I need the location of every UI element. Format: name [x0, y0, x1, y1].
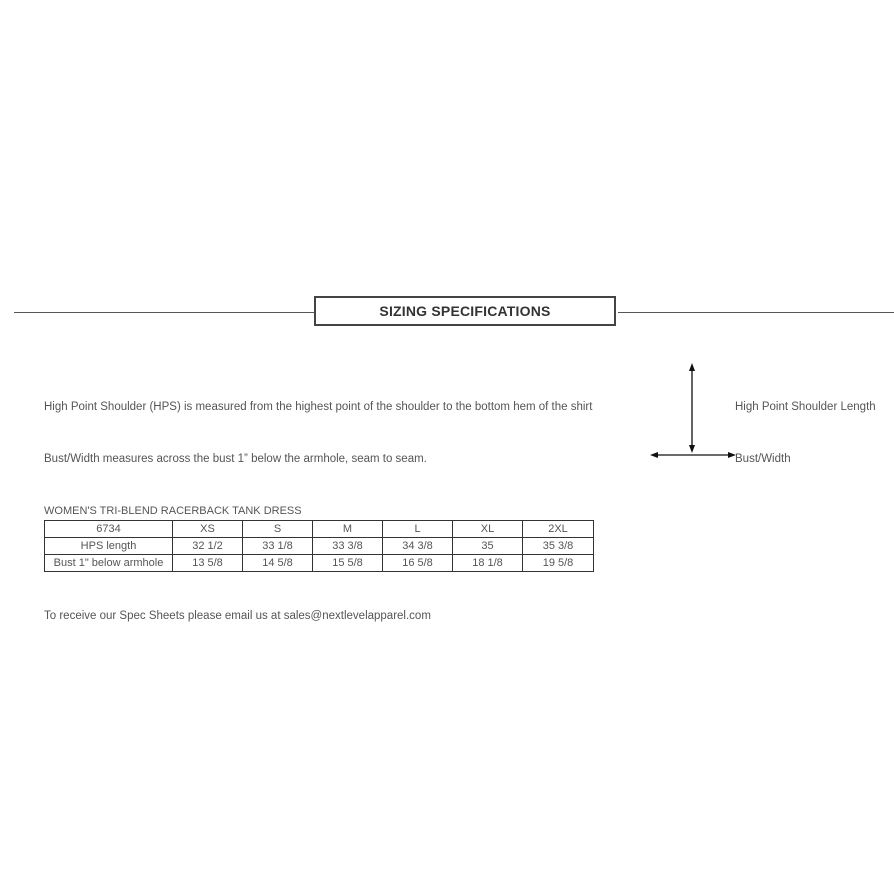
table-cell: 18 1/8	[453, 555, 523, 572]
size-header-xs: XS	[173, 521, 243, 538]
size-header-s: S	[243, 521, 313, 538]
table-header-row	[45, 521, 594, 538]
table-cell: 35 3/8	[523, 538, 594, 555]
row-label: HPS length	[45, 538, 173, 555]
table-row	[45, 538, 594, 555]
table-cell: 14 5/8	[243, 555, 313, 572]
measurement-arrows-diagram	[645, 360, 740, 465]
horizontal-arrow-icon	[650, 452, 736, 458]
table-cell: 19 5/8	[523, 555, 594, 572]
contact-note: To receive our Spec Sheets please email us at sales@nextlevelapparel.com	[44, 610, 431, 622]
sizing-table	[44, 520, 594, 572]
bust-width-label: Bust/Width	[735, 453, 791, 465]
header-rule-right	[618, 312, 894, 313]
table-cell: 15 5/8	[313, 555, 383, 572]
table-cell: 35	[453, 538, 523, 555]
table-cell: 16 5/8	[383, 555, 453, 572]
size-header-2xl: 2XL	[523, 521, 594, 538]
table-cell: 13 5/8	[173, 555, 243, 572]
size-header-l: L	[383, 521, 453, 538]
vertical-arrow-icon	[689, 363, 695, 453]
header-rule-left	[14, 312, 315, 313]
table-row	[45, 555, 594, 572]
title-box	[314, 296, 616, 326]
table-cell: 32 1/2	[173, 538, 243, 555]
size-header-xl: XL	[453, 521, 523, 538]
hps-length-label: High Point Shoulder Length	[735, 401, 876, 413]
table-cell: 34 3/8	[383, 538, 453, 555]
table-cell: 33 3/8	[313, 538, 383, 555]
size-header-m: M	[313, 521, 383, 538]
style-number-cell: 6734	[45, 521, 173, 538]
hps-description: High Point Shoulder (HPS) is measured from the highest point of the shoulder to the bottom hem of the shirt	[44, 401, 593, 413]
table-caption: WOMEN'S TRI-BLEND RACERBACK TANK DRESS	[44, 505, 302, 517]
row-label: Bust 1" below armhole	[45, 555, 173, 572]
bust-description: Bust/Width measures across the bust 1” below the armhole, seam to seam.	[44, 453, 427, 465]
page-title: SIZING SPECIFICATIONS	[379, 303, 551, 319]
table-cell: 33 1/8	[243, 538, 313, 555]
